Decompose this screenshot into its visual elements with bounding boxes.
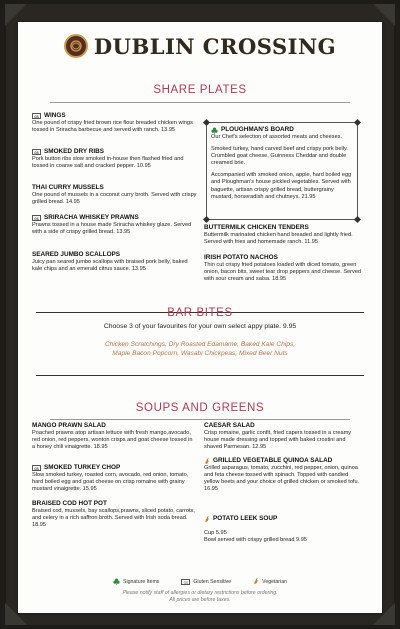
ploughmans-board-box: [206, 122, 358, 220]
menu-item-smoked-turkey-chop: [32, 464, 197, 493]
menu-page: [18, 22, 382, 613]
item-name: SMOKED DRY RIBS: [44, 148, 105, 155]
legend-label: Gluten Sensitive: [193, 578, 232, 585]
gluten-sensitive-icon: GS: [32, 149, 41, 155]
menu-item-mango-prawn-salad: [32, 422, 197, 451]
menu-item-grilled-vegetable-quinoa-salad: [204, 457, 362, 493]
shamrock-icon: [211, 127, 218, 134]
gluten-sensitive-icon: GS: [181, 579, 190, 585]
item-description: Cup 5.95 Bowl served with crispy grilled bread 9.95: [204, 530, 307, 544]
item-name: SEARED JUMBO SCALLOPS: [32, 251, 121, 258]
bar-bites-description: Choose 3 of your favourites for your own select appy plate. 9.95: [103, 323, 297, 330]
box-corner-ornament: [203, 216, 210, 223]
menu-item-thai-curry-mussels: [32, 184, 197, 206]
item-description: Slow smoked turkey, roasted corn, avocado, red onion, tomato, hard boiled egg and goat cheese on crisp romaine with grainy mustard vinaigrette. 15.95: [32, 472, 189, 493]
item-description: Grilled asparagus, tomato, zucchini, red pepper, onion, quinoa and feta cheese tossed with spinach. Topped with candied yellow beets and your choice of grilled chicken or smoked tofu. 16.95: [204, 465, 360, 493]
legend-label: Vegetarian: [262, 578, 287, 585]
menu-item-braised-cod-hot-pot: [32, 500, 197, 529]
item-name: WINGS: [44, 112, 66, 119]
item-description: One pound of mussels in a coconut curry broth. Served with crispy grilled bread. 14.95: [32, 192, 197, 206]
bar-bites-line: Maple Bacon Popcorn, Wasabi Chickpeas, Mixed Beer Nuts: [112, 349, 288, 357]
item-name: CAESAR SALAD: [204, 422, 255, 429]
item-name: GRILLED VEGETABLE QUINOA SALAD: [213, 457, 333, 464]
item-name: PLOUGHMAN'S BOARD: [221, 126, 294, 133]
bar-bites-items: [36, 341, 364, 358]
item-description: Braised cod, mussels, bay scallops,prawns, sliced potato, carrots, and celery in a rich saffron broth. Served with Irish soda bread. 18.95: [32, 508, 195, 529]
legend-label: Signature Items: [123, 578, 160, 585]
vegetarian-icon: [253, 578, 259, 585]
bar-bites-box: [36, 307, 364, 376]
item-name: BRAISED COD HOT POT: [32, 500, 107, 507]
item-description: Pork button ribs slow smoked in-house then flashed fried and tossed in coarse salt and cracked pepper. 10.95: [32, 156, 184, 170]
icon-legend: [18, 578, 382, 585]
gluten-sensitive-icon: GS: [32, 113, 41, 119]
section-divider: [50, 102, 350, 103]
brand-name: DUBLIN CROSSING: [93, 33, 337, 59]
menu-item-wings: [32, 112, 197, 134]
box-corner-ornament: [203, 119, 210, 126]
menu-item-seared-jumbo-scallops: [32, 251, 197, 273]
notice-line: All prices are before taxes.: [169, 596, 231, 603]
notice-line: Please notify staff of allergies or dietary restrictions before ordering.: [122, 590, 278, 596]
soups-greens-title: SOUPS AND GREENS: [135, 402, 265, 414]
box-corner-ornament: [354, 216, 361, 223]
celtic-knot-icon: [64, 34, 88, 58]
item-description: Buttermilk marinated chicken hand breaded and lightly fried. Served with fries and homemade ranch. 11.95: [204, 232, 353, 246]
box-corner-ornament: [354, 119, 361, 126]
item-name: POTATO LEEK SOUP: [213, 515, 278, 523]
menu-item-caesar-salad: [204, 422, 362, 451]
item-name: SRIRACHA WHISKEY PRAWNS: [44, 214, 139, 221]
share-plates-title: SHARE PLATES: [153, 84, 247, 96]
vegetarian-icon: [204, 458, 210, 465]
item-name: IRISH POTATO NACHOS: [204, 254, 278, 261]
brand-logo: [18, 32, 382, 60]
item-description: Juicy pan seared jumbo scallops with braised pork belly, baked kale chips and an emerald citrus sauce. 13.95: [32, 259, 188, 273]
menu-item-potato-leek-soup: [204, 508, 362, 551]
menu-item-sriracha-whiskey-prawns: [32, 214, 197, 236]
bar-bites-title: BAR BITES: [167, 307, 233, 319]
item-name: BUTTERMILK CHICKEN TENDERS: [204, 224, 309, 231]
item-description: Poached prawns atop artisan lettuce with fresh mango,avocado, red onion, red peppers, wonton crisps and goat cheese tossed in a honey chili vinaigrette. 18.95: [32, 430, 193, 451]
vegetarian-icon: [204, 516, 210, 523]
item-description: One pound of crispy fried brown rice flour breaded chicken wings tossed in Sriracha barbecue and served with ranch. 13.95: [32, 120, 193, 134]
item-description: Crisp romaine, garlic confit, fried capers tossed in a creamy house made dressing and topped with baked crostini and shaved Parmesan. 12.95: [204, 430, 352, 451]
item-description: Accompanied with smoked onion, apple, hard boiled egg and Ploughman's house pickled vegetables. Served with baguette, artisan crispy grilled bread, buttergrainy mustard, horseradish and chutneys. 21.95: [211, 172, 352, 200]
menu-item-buttermilk-chicken-tenders: [204, 224, 362, 246]
bar-bites-line: Chicken Scratchings, Dry Roasted Edamame, Baked Kale Chips,: [104, 341, 296, 348]
shamrock-icon: [113, 578, 120, 585]
gluten-sensitive-icon: GS: [32, 215, 41, 221]
item-description: Prawns tossed in a house made Sriracha whiskey glaze. Served with a side of crispy grilled bread. 13.95: [32, 222, 192, 236]
item-description: Smoked turkey, hand carved beef and crispy pork belly. Crumbled goat cheese, Guinness Cheddar and double creamed brie.: [211, 146, 348, 167]
item-description: Our Chef's selection of assorted meats and cheeses.: [211, 134, 343, 140]
item-name: MANGO PRAWN SALAD: [32, 422, 106, 429]
menu-item-smoked-dry-ribs: [32, 148, 197, 170]
allergy-notice: [18, 590, 382, 604]
item-description: Thin cut crispy fried potatoes loaded with diced tomato, green onion, bacon bits, sweet tear drop peppers and cheese. Served with sour cream and salsa. 18.95: [204, 262, 362, 283]
item-name: THAI CURRY MUSSELS: [32, 184, 104, 191]
gluten-sensitive-icon: GS: [32, 465, 41, 471]
item-name: SMOKED TURKEY CHOP: [44, 464, 121, 471]
menu-item-ploughmans-board: [211, 126, 355, 201]
menu-item-irish-potato-nachos: [204, 254, 362, 283]
section-divider: [50, 419, 350, 420]
